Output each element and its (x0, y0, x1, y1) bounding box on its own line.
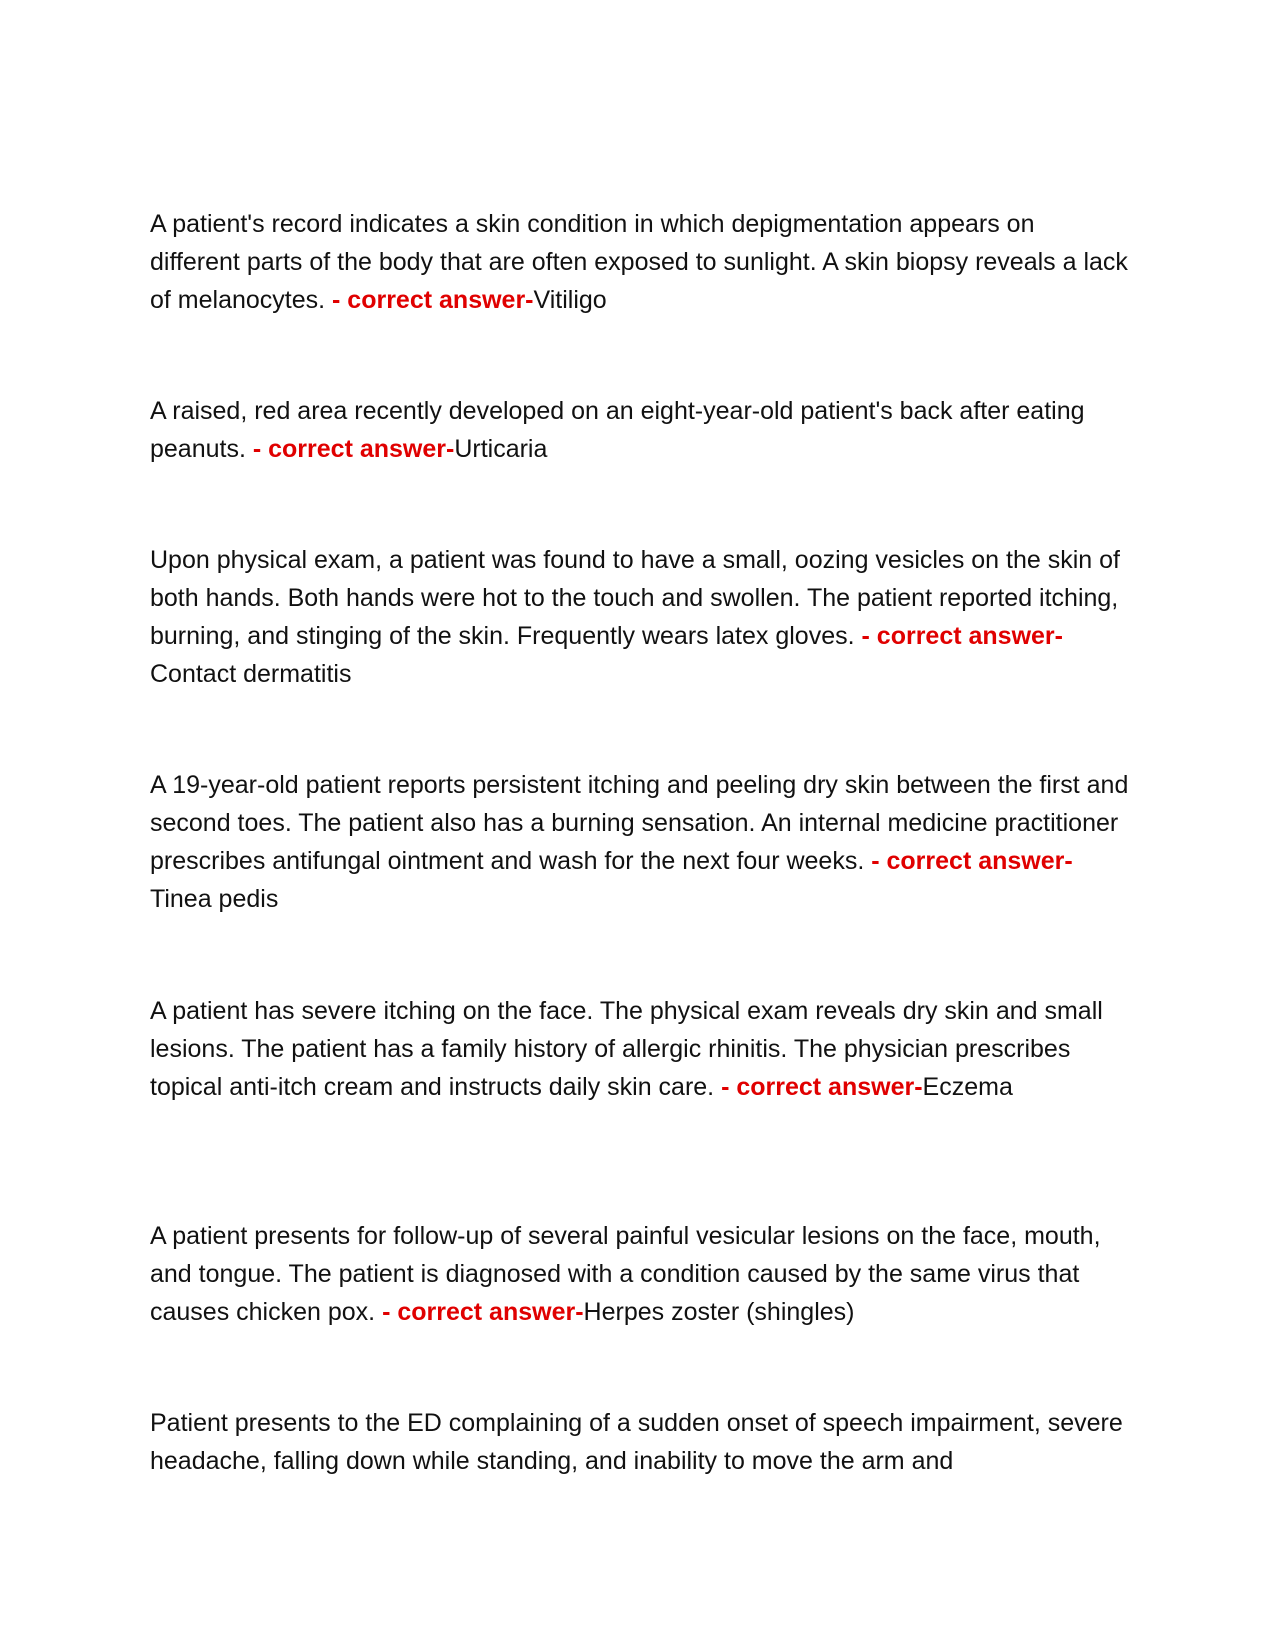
qa-item (150, 766, 1130, 918)
qa-item (150, 541, 1130, 693)
answer-text: Contact dermatitis (150, 660, 352, 688)
answer-text: Herpes zoster (shingles) (583, 1298, 855, 1326)
question-text: Upon physical exam, a patient was found to have a small, oozing vesicles on the skin of both hands. Both hands were hot to the touch and swollen. The patient reported itching, burning, and stinging of the skin. Frequently wears latex gloves. (150, 546, 1120, 650)
answer-marker: - correct answer- (252, 435, 455, 463)
answer-text: Urticaria (454, 435, 548, 463)
qa-item (150, 1217, 1130, 1331)
qa-item (150, 992, 1130, 1106)
question-text: A raised, red area recently developed on an eight-year-old patient's back after eating peanuts. (150, 397, 1085, 463)
qa-item (150, 1404, 1130, 1480)
answer-marker: - correct answer- (861, 622, 1063, 650)
answer-marker: - correct answer- (871, 847, 1073, 875)
question-text: A patient has severe itching on the face. The physical exam reveals dry skin and small lesions. The patient has a family history of allergic rhinitis. The physician prescribes topical anti-itch cream and instructs daily skin care. (150, 997, 1103, 1101)
answer-text: Vitiligo (533, 286, 607, 314)
question-text: A 19-year-old patient reports persistent itching and peeling dry skin between the first and second toes. The patient also has a burning sensation. An internal medicine practitioner prescribes antifungal ointment and wash for the next four weeks. (150, 771, 1129, 875)
answer-text: Eczema (922, 1073, 1013, 1101)
qa-item (150, 392, 1130, 468)
answer-text: Tinea pedis (150, 885, 279, 913)
answer-marker: - correct answer- (721, 1073, 923, 1101)
question-text: Patient presents to the ED complaining of a sudden onset of speech impairment, severe headache, falling down while standing, and inability to move the arm and (150, 1409, 1123, 1475)
question-text: A patient presents for follow-up of several painful vesicular lesions on the face, mouth, and tongue. The patient is diagnosed with a condition caused by the same virus that causes chicken pox. (150, 1222, 1101, 1326)
answer-marker: - correct answer- (332, 286, 534, 314)
answer-marker: - correct answer- (382, 1298, 584, 1326)
qa-item (150, 205, 1130, 319)
question-text: A patient's record indicates a skin condition in which depigmentation appears on different parts of the body that are often exposed to sunlight. A skin biopsy reveals a lack of melanocytes. (150, 210, 1128, 314)
